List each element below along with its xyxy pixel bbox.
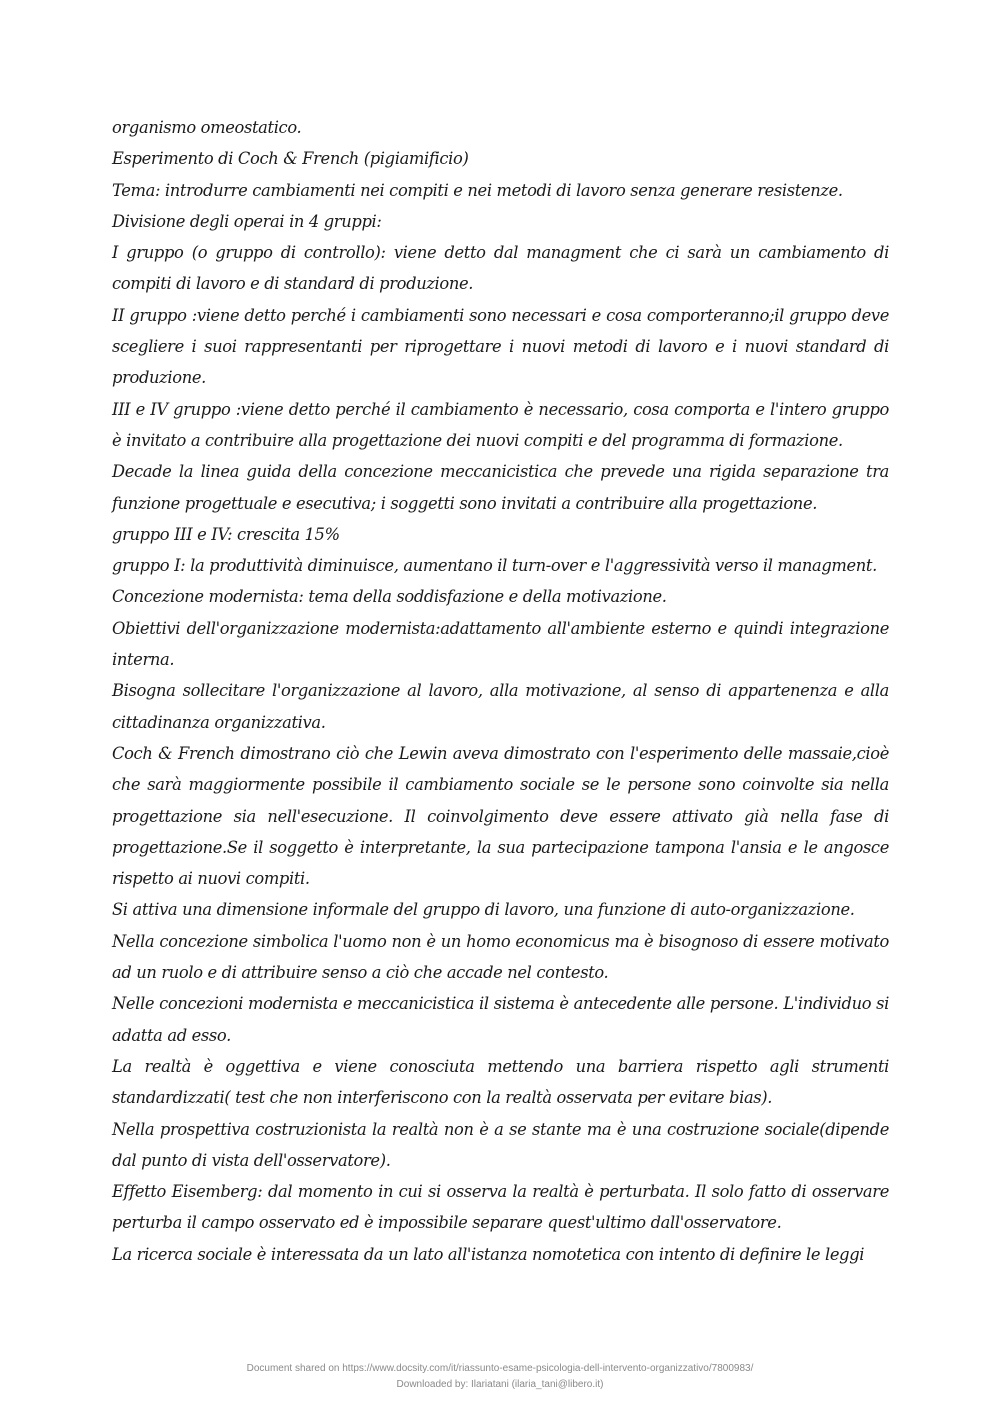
paragraph-16: Nella concezione simbolica l'uomo non è un homo economicus ma è bisognoso di essere motivato ad un ruolo e di attribuire senso a ciò che accade nel contesto. bbox=[112, 931, 889, 983]
paragraph-10: gruppo I: la produttività diminuisce, aumentano il turn-over e l'aggressività verso il managment. bbox=[112, 556, 877, 576]
paragraph-6: II gruppo :viene detto perché i cambiamenti sono necessari e cosa comporteranno;il gruppo deve scegliere i suoi rappresentanti per riprogettare i nuovi metodi di lavoro e i nuovi standard di produzione. bbox=[112, 305, 889, 388]
paragraph-3: Tema: introdurre cambiamenti nei compiti e nei metodi di lavoro senza generare resistenze. bbox=[112, 180, 843, 200]
paragraph-4: Divisione degli operai in 4 gruppi: bbox=[112, 211, 382, 231]
paragraph-13: Bisogna sollecitare l'organizzazione al lavoro, alla motivazione, al senso di appartenenza e alla cittadinanza organizzativa. bbox=[112, 681, 889, 732]
paragraph-2: Esperimento di Coch & French (pigiamificio) bbox=[112, 149, 469, 169]
paragraph-18: La realtà è oggettiva e viene conosciuta mettendo una barriera rispetto agli strumenti standardizzati( test che non interferiscono con la realtà osservata per evitare bias). bbox=[112, 1056, 889, 1108]
document-body bbox=[112, 112, 889, 1270]
paragraph-8: Decade la linea guida della concezione meccanicistica che prevede una rigida separazione tra funzione progettuale e esecutiva; i soggetti sono invitati a contribuire alla progettazione. bbox=[112, 462, 889, 513]
paragraph-17: Nelle concezioni modernista e meccanicistica il sistema è antecedente alle persone. L'individuo si adatta ad esso. bbox=[112, 994, 889, 1045]
paragraph-21: La ricerca sociale è interessata da un lato all'istanza nomotetica con intento di definire le leggi bbox=[112, 1244, 865, 1264]
paragraph-9: gruppo III e IV: crescita 15% bbox=[112, 524, 340, 544]
paragraph-11: Concezione modernista: tema della soddisfazione e della motivazione. bbox=[112, 587, 667, 607]
paragraph-12: Obiettivi dell'organizzazione modernista:adattamento all'ambiente esterno e quindi integrazione interna. bbox=[112, 618, 889, 670]
paragraph-5: I gruppo (o gruppo di controllo): viene detto dal managment che ci sarà un cambiamento di compiti di lavoro e di standard di produzione. bbox=[112, 243, 889, 294]
paragraph-7: III e IV gruppo :viene detto perché il cambiamento è necessario, cosa comporta e l'intero gruppo è invitato a contribuire alla progettazione dei nuovi compiti e del programma di formazione. bbox=[112, 399, 889, 450]
footer-shared-link[interactable]: Document shared on https://www.docsity.com/it/riassunto-esame-psicologia-dell-intervento-organizzativo/7800983/ bbox=[246, 1363, 754, 1374]
paragraph-20: Effetto Eisemberg: dal momento in cui si osserva la realtà è perturbata. Il solo fatto di osservare perturba il campo osservato ed è impossibile separare quest'ultimo dall'osservatore. bbox=[112, 1182, 889, 1233]
footer-downloaded-by: Downloaded by: Ilariatani (ilaria_tani@libero.it) bbox=[396, 1379, 604, 1390]
paragraph-1: organismo omeostatico. bbox=[112, 118, 302, 137]
paragraph-19: Nella prospettiva costruzionista la realtà non è a se stante ma è una costruzione sociale(dipende dal punto di vista dell'osservatore). bbox=[112, 1119, 889, 1170]
paragraph-14: Coch & French dimostrano ciò che Lewin aveva dimostrato con l'esperimento delle massaie,cioè che sarà maggiormente possibile il cambiamento sociale se le persone sono coinvolte sia nella progettazione sia nell'esecuzione. Il coinvolgimento deve essere attivato già nella fase di progettazione.Se il soggetto è interpretante, la sua partecipazione tampona l'ansia e le angosce rispetto ai nuovi compiti. bbox=[112, 743, 889, 889]
paragraph-15: Si attiva una dimensione informale del gruppo di lavoro, una funzione di auto-organizzazione. bbox=[112, 900, 855, 920]
